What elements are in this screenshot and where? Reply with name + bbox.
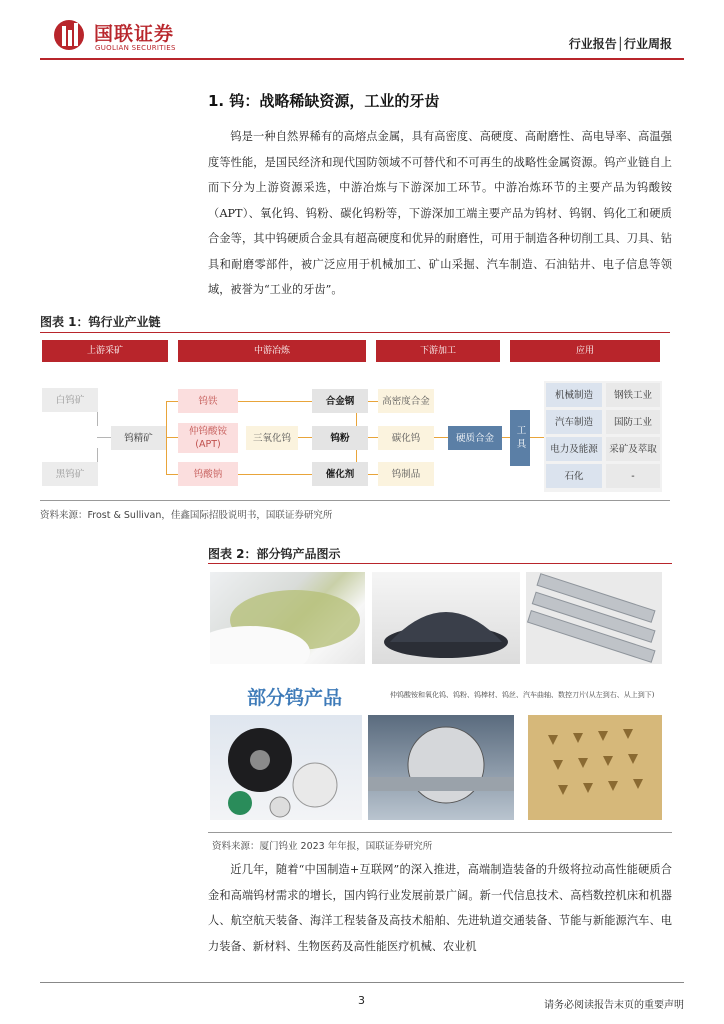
stage-upstream: 上游采矿 (42, 340, 168, 362)
tungsten-concentrate: 钨精矿 (111, 426, 166, 450)
app-steel: 钢铁工业 (606, 383, 660, 407)
paragraph-1 (208, 124, 672, 303)
connector (434, 437, 448, 438)
page-header (40, 16, 684, 58)
black-tungsten-ore: 黑钨矿 (42, 462, 98, 486)
app-power: 电力及能源 (546, 437, 602, 461)
footer-divider (40, 982, 684, 983)
connector (298, 437, 312, 438)
banner-title: 部分钨产品 (247, 687, 343, 709)
figure1-source: 资料来源：Frost & Sullivan，佳鑫国际招股说明书，国联证券研究所 (40, 510, 333, 521)
catalyst: 催化剂 (312, 462, 368, 486)
figure2-source: 资料来源：厦门钨业 2023 年年报，国联证券研究所 (212, 841, 433, 852)
stage-application: 应用 (510, 340, 660, 362)
photo-tungsten-powder (372, 572, 520, 664)
company-logo (52, 16, 242, 56)
banner-subtitle: 仲钨酸铵和氧化钨、钨粉、钨棒材、钨丝、汽车曲轴、数控刀片(从左到右、从上到下) (390, 691, 655, 699)
figure1-bottom-rule (40, 500, 670, 501)
paragraph-2-text: 近几年，随着“中国制造+互联网”的深入推进，高端制造装备的升级将拉动高性能硬质合金和高端钨材需求的增长，国内钨行业发展前景广阔。新一代信息技术、高档数控机床和机器人、航空航天装备、海洋工程装备及高技术船舶、先进轨道交通装备、节能与新能源汽车、电力装备、新材料、生物医药及高性能医疗机械、农业机 (208, 863, 672, 953)
connector (97, 448, 98, 462)
tungsten-carbide: 碳化钨 (378, 426, 434, 450)
figure2-title: 图表 2：部分钨产品图示 (208, 547, 341, 561)
figure1-title-rule (40, 332, 670, 333)
app-defense: 国防工业 (606, 410, 660, 434)
connector (166, 401, 167, 475)
crankshaft-icon (368, 715, 514, 820)
powder-heap-icon (372, 572, 520, 664)
tungsten-powder: 钨粉 (312, 426, 368, 450)
page-number: 3 (358, 994, 365, 1007)
sodium-tungstate: 钨酸钠 (178, 462, 238, 486)
app-none: - (606, 464, 660, 488)
alloy-steel: 合金钢 (312, 389, 368, 413)
inserts-icon (528, 715, 662, 820)
section-title: 1. 钨：战略稀缺资源，工业的牙齿 (208, 92, 440, 110)
photo-tungsten-rods (526, 572, 662, 664)
connector (166, 474, 178, 475)
white-tungsten-ore: 白钨矿 (42, 388, 98, 412)
figure2-bottom-rule (208, 832, 672, 833)
report-type: 行业报告│行业周报 (568, 37, 672, 51)
logo-icon (52, 18, 88, 52)
rods-icon (526, 572, 662, 664)
ferro-tungsten: 钨铁 (178, 389, 238, 413)
connector (166, 401, 178, 402)
connector (238, 401, 312, 402)
figure2-title-rule (208, 563, 672, 564)
app-mining: 采矿及萃取 (606, 437, 660, 461)
apt: 仲钨酸铵 (APT) (178, 423, 238, 453)
photo-tungsten-wire (210, 715, 362, 820)
footer-disclaimer: 请务必阅读报告末页的重要声明 (544, 1000, 684, 1011)
connector (97, 412, 98, 426)
stage-downstream: 下游加工 (376, 340, 500, 362)
paragraph-2 (208, 857, 672, 959)
stage-midstream: 中游冶炼 (178, 340, 366, 362)
paragraph-1-text: 钨是一种自然界稀有的高熔点金属，具有高密度、高硬度、高耐磨性、高电导率、高温强度等性能，是国民经济和现代国防领域不可替代和不可再生的战略性金属资源。钨产业链自上而下分为上游资源采选，中游冶炼与下游深加工环节。中游冶炼环节的主要产品为钨酸铵（APT）、氧化钨、钨粉、碳化钨粉等，下游深加工端主要产品为钨材、钨钢、钨化工和硬质合金等，其中钨硬质合金具有超高硬度和优异的耐磨性，可用于制造各种切削工具、刀具、钻具和耐磨零部件，被广泛应用于机械加工、矿山采掘、汽车制造、石油钻井、电子信息等领域，被誉为“工业的牙齿”。 (208, 130, 672, 296)
wire-spools-icon (210, 715, 362, 820)
photo-cnc-inserts (528, 715, 662, 820)
hard-alloy: 硬质合金 (448, 426, 502, 450)
photo-crankshaft (368, 715, 514, 820)
connector (530, 437, 544, 438)
app-auto: 汽车制造 (546, 410, 602, 434)
header-divider (40, 58, 684, 60)
logo-text-en: GUOLIAN SECURITIES (95, 44, 176, 52)
powder-pile-icon (210, 572, 365, 664)
connector (238, 474, 312, 475)
logo-text-cn: 国联证券 (94, 23, 175, 45)
figure1-title: 图表 1：钨行业产业链 (40, 315, 161, 329)
tungsten-products: 钨制品 (378, 462, 434, 486)
connector (502, 437, 510, 438)
tungsten-trioxide: 三氧化钨 (246, 426, 298, 450)
high-density-alloy: 高密度合金 (378, 389, 434, 413)
connector (97, 437, 111, 438)
app-machinery: 机械制造 (546, 383, 602, 407)
tools: 工具 (510, 410, 530, 466)
connector (166, 437, 178, 438)
app-petrochem: 石化 (546, 464, 602, 488)
photo-apt-tungsten-oxide (210, 572, 365, 664)
